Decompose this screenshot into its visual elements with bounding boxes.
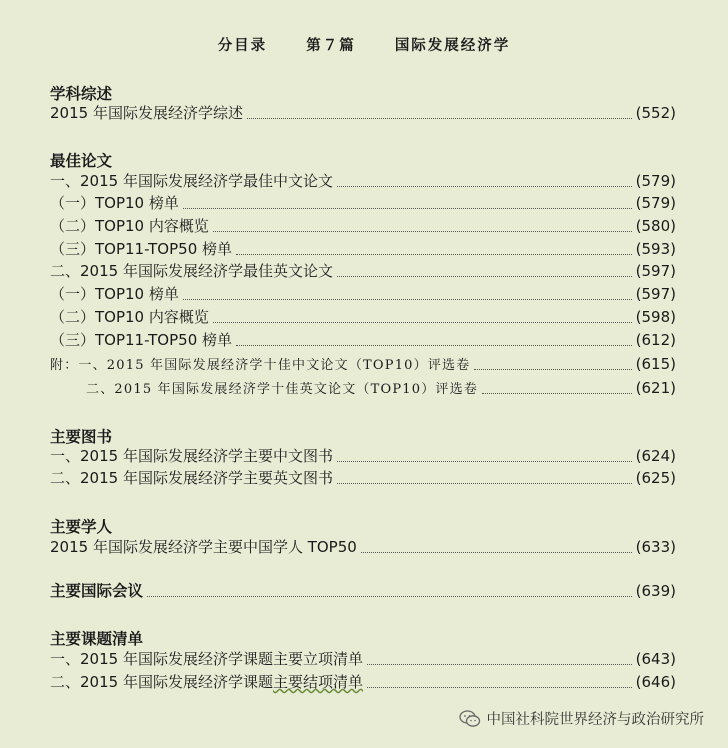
toc-entry[interactable] — [50, 648, 676, 670]
entry-label: （三）TOP11-TOP50 榜单 — [50, 331, 233, 349]
toc-entry[interactable] — [50, 671, 676, 693]
leader-dots — [236, 253, 632, 255]
entry-label: （二）TOP10 内容概览 — [50, 308, 209, 326]
title-part-2: 第７篇 — [306, 37, 356, 54]
section-heading: 学科综述 — [50, 85, 113, 103]
entry-label: （一）TOP10 榜单 — [50, 285, 179, 303]
watermark-text: 中国社科院世界经济与政治研究所 — [486, 712, 704, 728]
section-heading: 主要课题清单 — [50, 630, 144, 648]
toc-entry[interactable] — [50, 215, 676, 237]
leader-dots — [247, 117, 632, 119]
entry-page: (646) — [635, 673, 676, 691]
entry-label: （二）TOP10 内容概览 — [50, 217, 209, 235]
leader-dots — [482, 392, 632, 394]
page-title — [0, 34, 728, 55]
toc-entry[interactable] — [50, 467, 676, 489]
entry-page: (633) — [635, 538, 676, 556]
toc-entry[interactable] — [50, 536, 676, 558]
leader-dots — [183, 207, 632, 209]
entry-label: 2015 年国际发展经济学主要中国学人 TOP50 — [50, 538, 357, 556]
toc-entry[interactable] — [50, 102, 676, 124]
entry-label: 一、2015 年国际发展经济学最佳中文论文 — [50, 172, 333, 190]
toc-entry[interactable] — [50, 353, 676, 375]
toc-entry[interactable] — [50, 283, 676, 305]
title-part-3: 国际发展经济学 — [394, 37, 511, 54]
leader-dots — [337, 275, 632, 277]
leader-dots — [367, 686, 632, 688]
leader-dots — [337, 460, 632, 462]
entry-label: 一、2015 年国际发展经济学主要中文图书 — [50, 447, 333, 465]
section-heading: 主要学人 — [50, 518, 113, 536]
wechat-icon — [459, 710, 481, 728]
entry-label-part: 二、2015 年国际发展经济学课题 — [50, 673, 273, 691]
entry-label: （一）TOP10 榜单 — [50, 194, 179, 212]
entry-page: (593) — [635, 240, 676, 258]
entry-label: （三）TOP11-TOP50 榜单 — [50, 240, 233, 258]
leader-dots — [337, 482, 632, 484]
toc-entry[interactable] — [50, 580, 676, 602]
toc-entry[interactable] — [50, 445, 676, 467]
entry-label: 附：一、2015 年国际发展经济学十佳中文论文（TOP10）评选卷 — [50, 358, 471, 373]
leader-dots — [213, 321, 632, 323]
toc-entry[interactable] — [50, 170, 676, 192]
entry-page: (597) — [635, 262, 676, 280]
entry-page: (597) — [635, 285, 676, 303]
title-part-1: 分目录 — [217, 37, 268, 54]
leader-dots — [236, 344, 632, 346]
entry-label: 二、2015 年国际发展经济学最佳英文论文 — [50, 262, 333, 280]
entry-page: (639) — [635, 582, 676, 600]
toc-entry[interactable] — [50, 260, 676, 282]
toc-entry[interactable] — [50, 192, 676, 214]
toc-entry[interactable] — [50, 377, 676, 399]
entry-label: 二、2015 年国际发展经济学十佳英文论文（TOP10）评选卷 — [86, 382, 479, 397]
entry-page: (624) — [635, 447, 676, 465]
section-heading: 主要图书 — [50, 428, 113, 446]
toc-entry[interactable] — [50, 329, 676, 351]
toc-entry[interactable] — [50, 306, 676, 328]
entry-label-part-underlined: 主要结项清单 — [272, 673, 363, 691]
section-heading: 主要国际会议 — [50, 582, 144, 600]
entry-label: 二、2015 年国际发展经济学主要英文图书 — [50, 469, 333, 487]
entry-page: (625) — [635, 469, 676, 487]
watermark — [459, 708, 705, 729]
leader-dots — [147, 595, 632, 597]
leader-dots — [337, 185, 632, 187]
leader-dots — [213, 230, 632, 232]
entry-page: (580) — [635, 217, 676, 235]
entry-label — [50, 671, 363, 693]
entry-label: 一、2015 年国际发展经济学课题主要立项清单 — [50, 650, 363, 668]
entry-page: (579) — [635, 172, 676, 190]
entry-page: (615) — [635, 355, 676, 373]
section-heading: 最佳论文 — [50, 152, 113, 170]
leader-dots — [183, 298, 632, 300]
entry-page: (552) — [635, 104, 676, 122]
toc-entry[interactable] — [50, 238, 676, 260]
entry-page: (621) — [635, 379, 676, 397]
entry-page: (612) — [635, 331, 676, 349]
entry-page: (579) — [635, 194, 676, 212]
leader-dots — [367, 663, 632, 665]
leader-dots — [474, 368, 631, 370]
entry-page: (643) — [635, 650, 676, 668]
entry-label: 2015 年国际发展经济学综述 — [50, 104, 243, 122]
entry-page: (598) — [635, 308, 676, 326]
leader-dots — [361, 551, 632, 553]
